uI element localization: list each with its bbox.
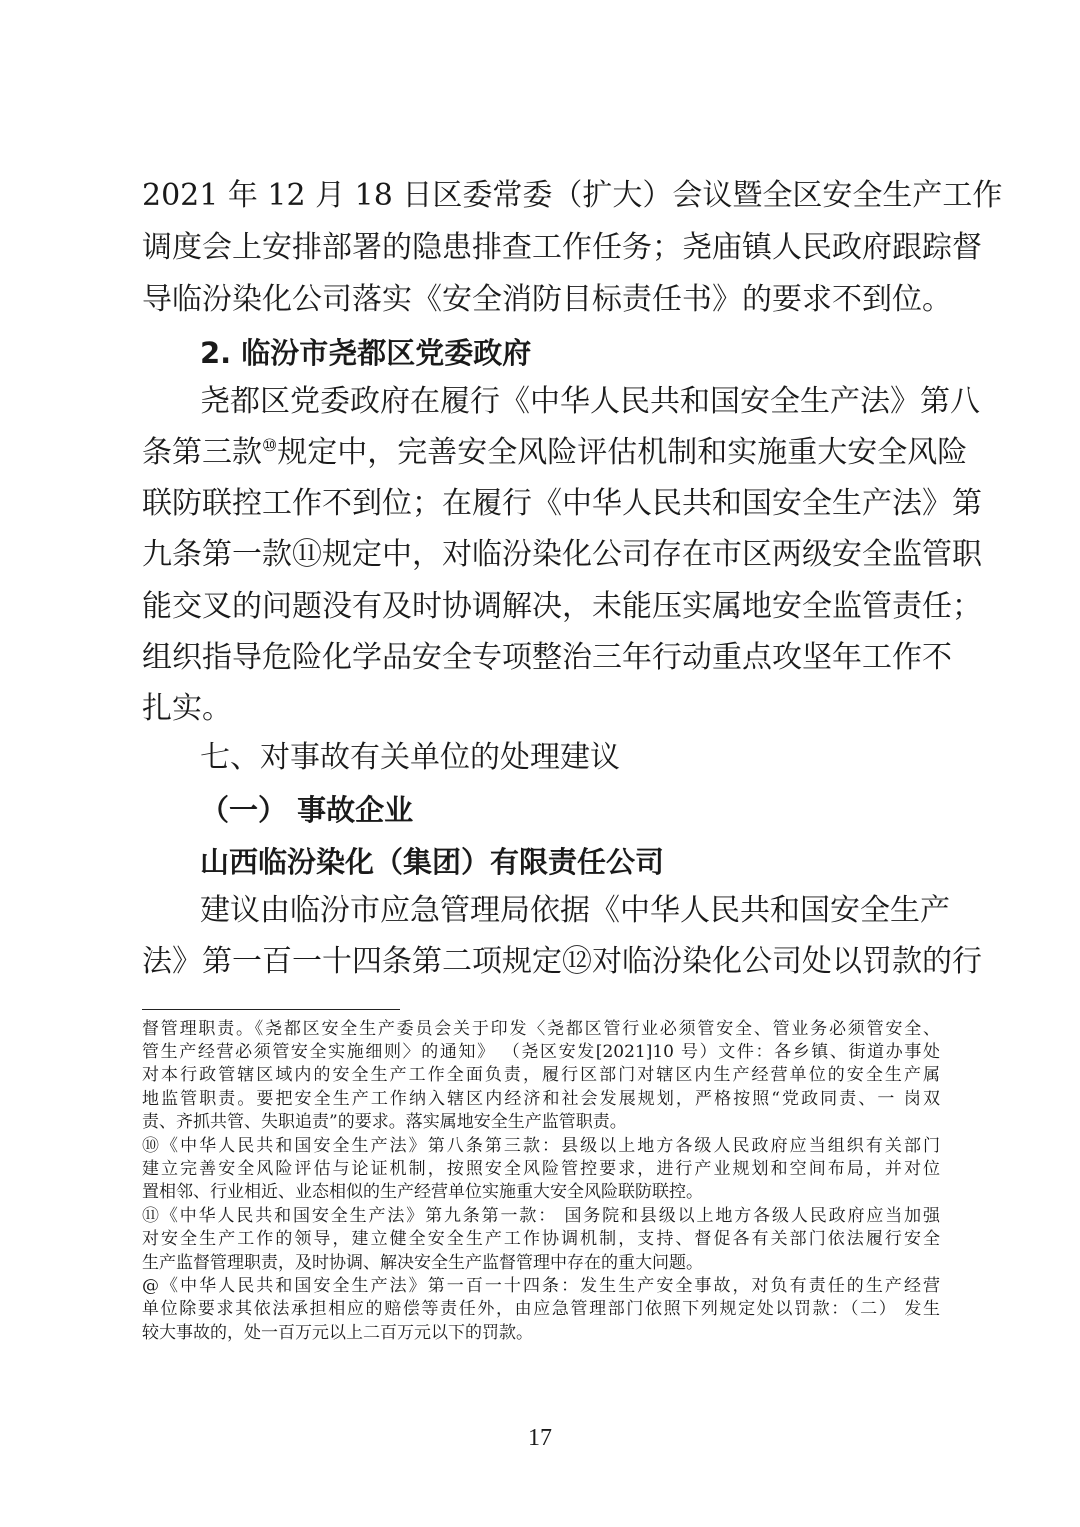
body-line: 尧都区党委政府在履行《中华人民共和国安全生产法》第八: [200, 384, 980, 419]
footnote-line: 管生产经营必须管安全实施细则〉的通知》 （尧区安发[2021]10 号）文件：各乡镇、街道办事处: [142, 1042, 940, 1062]
footnote-line: 单位除要求其依法承担相应的赔偿等责任外，由应急管理部门依照下列规定处以罚款：（二） 发生: [142, 1299, 940, 1319]
body-line: 2021 年 12 月 18 日区委常委（扩大）会议暨全区安全生产工作: [142, 178, 1003, 213]
body-line: 导临汾染化公司落实《安全消防目标责任书》的要求不到位。: [142, 282, 952, 317]
footnote-line: 置相邻、行业相近、业态相似的生产经营单位实施重大安全风险联防联控。: [142, 1182, 703, 1202]
footnote-line: 督管理职责。《尧都区安全生产委员会关于印发〈尧都区管行业必须管安全、管业务必须管安全、: [142, 1019, 940, 1039]
body-line: 九条第一款⑪规定中，对临汾染化公司存在市区两级安全监管职: [142, 537, 982, 572]
footnote-line: ⑩《中华人民共和国安全生产法》第八条第三款：县级以上地方各级人民政府应当组织有关部门: [142, 1136, 940, 1156]
footnote-line: 对安全生产工作的领导，建立健全安全生产工作协调机制，支持、督促各有关部门依法履行安全: [142, 1229, 940, 1249]
footnote-ref-11[interactable]: ⑪: [292, 537, 322, 572]
footnote-line: 地监管职责。要把安全生产工作纳入辖区内经济和社会发展规划，严格按照“党政同责、一 岗双: [142, 1089, 940, 1109]
body-line: 扎实。: [142, 691, 232, 726]
footnote-line: 生产监督管理职责，及时协调、解决安全生产监督管理中存在的重大问题。: [142, 1253, 703, 1273]
footnote-ref-12[interactable]: ⑫: [562, 944, 592, 979]
footnote-line: 责、齐抓共管、失职追责”的要求。落实属地安全生产监管职责。: [142, 1112, 627, 1132]
footnote-line: 建立完善安全风险评估与论证机制，按照安全风险管控要求，进行产业规划和空间布局，并对位: [142, 1159, 940, 1179]
body-line: 法》第一百一十四条第二项规定⑫对临汾染化公司处以罚款的行: [142, 944, 982, 979]
footnote-line: 较大事故的，处一百万元以上二百万元以下的罚款。: [142, 1323, 533, 1343]
subsection-heading: （一） 事故企业: [200, 793, 414, 827]
section-heading: 2. 临汾市尧都区党委政府: [200, 336, 532, 370]
body-line: 能交叉的问题没有及时协调解决，未能压实属地安全监管责任；: [142, 589, 982, 624]
body-line: 联防联控工作不到位；在履行《中华人民共和国安全生产法》第: [142, 486, 982, 521]
company-heading: 山西临汾染化（集团）有限责任公司: [200, 845, 665, 879]
footnote-separator: [142, 1009, 400, 1010]
footnote-ref-10[interactable]: ⑩: [262, 436, 278, 456]
footnote-line: 对本行政管辖区域内的安全生产工作全面负责，履行区部门对辖区内生产经营单位的安全生产属: [142, 1065, 940, 1085]
footnote-line: ⑪《中华人民共和国安全生产法》第九条第一款： 国务院和县级以上地方各级人民政府应当加强: [142, 1206, 940, 1226]
body-line: 条第三款⑩规定中，完善安全风险评估机制和实施重大安全风险: [142, 435, 968, 470]
chapter-heading: 七、对事故有关单位的处理建议: [200, 740, 620, 775]
footnote-line: @《中华人民共和国安全生产法》第一百一十四条：发生生产安全事故，对负有责任的生产经营: [142, 1276, 940, 1296]
body-line: 建议由临汾市应急管理局依据《中华人民共和国安全生产: [200, 893, 950, 928]
page-number: 17: [528, 1425, 552, 1451]
body-line: 组织指导危险化学品安全专项整治三年行动重点攻坚年工作不: [142, 640, 952, 675]
body-line: 调度会上安排部署的隐患排查工作任务；尧庙镇人民政府跟踪督: [142, 230, 982, 265]
